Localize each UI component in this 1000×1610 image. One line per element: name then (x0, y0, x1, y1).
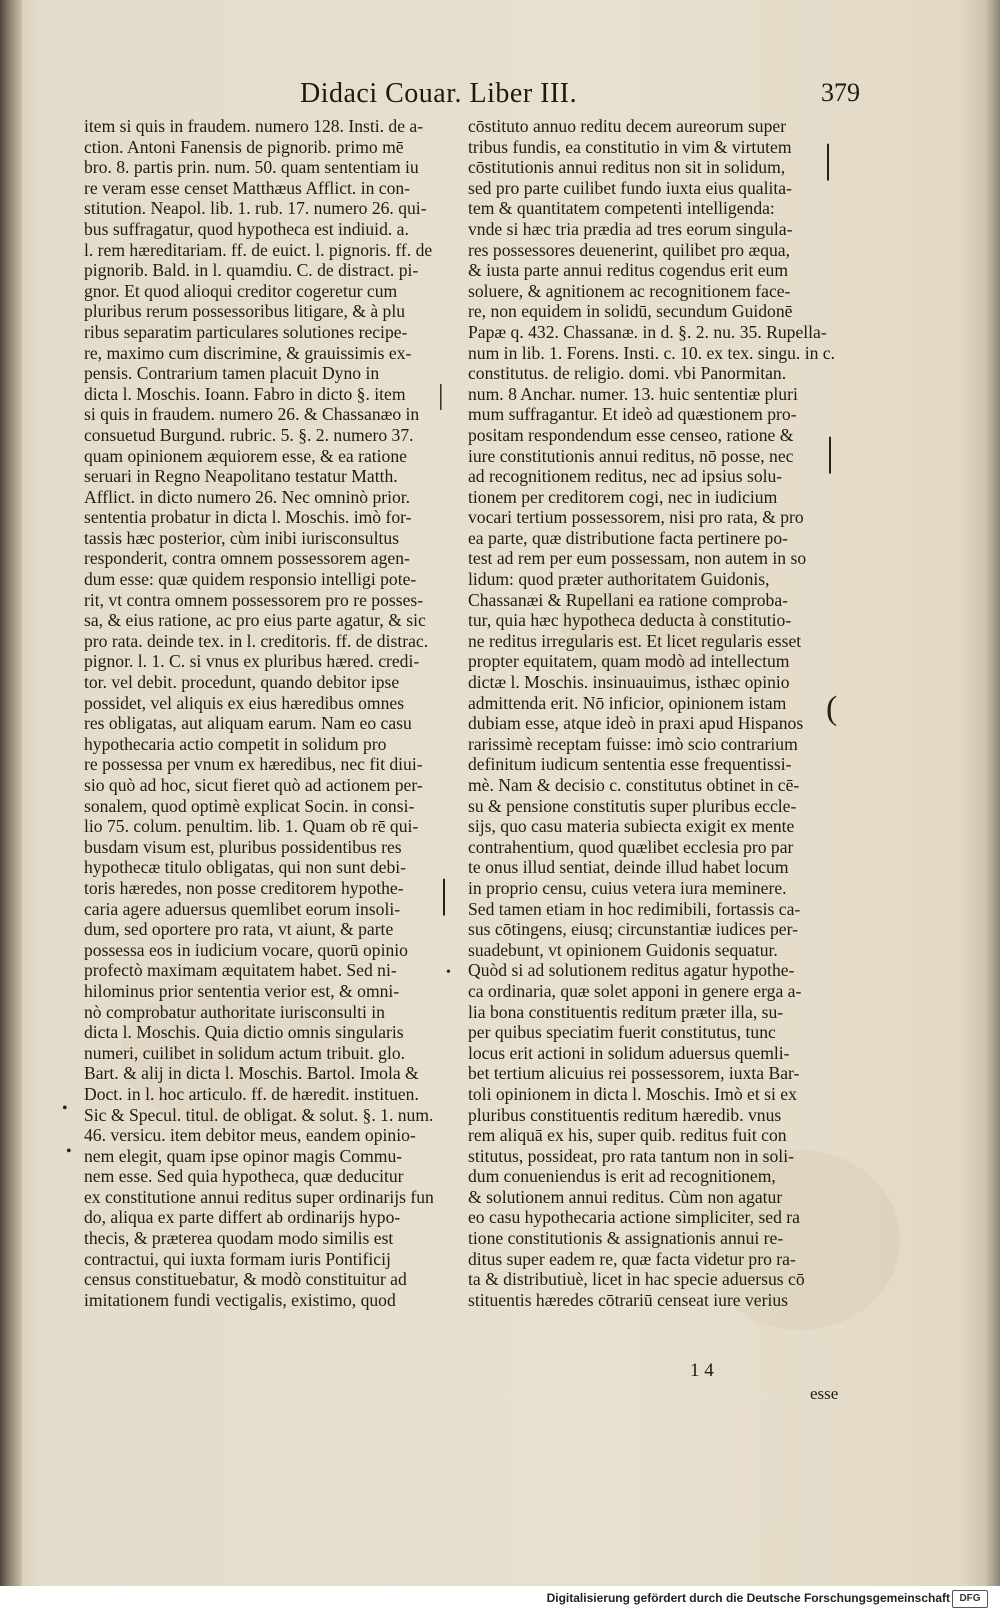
text-line: suadebunt, vt opinionem Guidonis sequatur. (468, 939, 778, 960)
text-line: sonalem, quod optimè explicat Socin. in consi- (84, 795, 415, 816)
text-line: rem aliquā ex his, super quib. reditus fuit con (468, 1125, 787, 1146)
text-line: contrahentium, quod quælibet ecclesia pro par (468, 836, 794, 857)
text-line: item si quis in fraudem. numero 128. Insti. de a- (84, 116, 424, 136)
text-line: consuetud Burgund. rubric. 5. §. 2. numero 37. (84, 424, 414, 445)
text-line: possidet, vel aliquis ex eius hæredibus omnes (84, 692, 405, 713)
text-line: Chassanæi & Rupellani ea ratione comproba- (468, 589, 789, 610)
text-line: profectò maximam æquitatem habet. Sed ni- (84, 960, 397, 981)
text-line: lia bona constituentis reditum præter illa, su- (468, 1001, 784, 1022)
text-line: dum esse: quæ quidem responsio intelligi pote- (84, 569, 417, 590)
text-line: num. 8 Anchar. numer. 13. huic sententiæ pluri (468, 383, 798, 404)
text-line: constitutus. de religio. domi. vbi Panormitan. (468, 363, 787, 384)
text-line: test ad rem per eum possessam, non autem in so (468, 548, 807, 569)
text-line: propter equitatem, quam modò ad intellectum (468, 651, 790, 672)
text-line: rit, vt contra omnem possessorem pro re posses- (84, 589, 424, 610)
text-line: Sed tamen etiam in hoc redimibili, fortassis ca- (468, 898, 801, 919)
text-line: res obligatas, aut aliquam earum. Nam eo casu (84, 713, 412, 734)
text-line: bet tertium alicuius rei possessorem, iuxta Bar- (468, 1063, 800, 1084)
text-line: tionem per creditorem cogi, nec in iudicium (468, 486, 778, 507)
text-line: te onus illud sentiat, deinde illud habet locum (468, 857, 789, 878)
text-line: & iusta parte annui reditus cogendus erit eum (468, 260, 789, 281)
text-line: ex constitutione annui reditus super ordinarijs fun (84, 1186, 434, 1207)
text-line: ditus super eadem re, quæ facta videtur pro ra- (468, 1248, 796, 1269)
text-line: si quis in fraudem. numero 26. & Chassanæo in (84, 404, 420, 425)
page-number: 379 (821, 78, 860, 107)
text-line: vocari tertium possessorem, nisi pro rata, & pro (468, 507, 804, 528)
text-line: num in lib. 1. Forens. Insti. c. 10. ex tex. singu. in c. (468, 342, 835, 363)
text-line: toris hæredes, non posse creditorem hypothe- (84, 877, 404, 898)
text-line: Sic & Specul. titul. de obligat. & solut. §. 1. num. (84, 1104, 434, 1125)
text-line: mè. Nam & decisio c. constitutus obtinet in cē- (468, 775, 800, 795)
running-title: Didaci Couar. Liber III. (300, 78, 578, 109)
text-line: tur, quia hæc hypotheca deducta à constitutio- (468, 610, 792, 631)
text-line: ad recognitionem reditus, nec ad ipsius solu- (468, 466, 783, 487)
text-line: possessa eos in iudicium vocare, quorū opinio (84, 939, 408, 960)
text-line: dum conueniendus is erit ad recognitionem, (468, 1166, 776, 1187)
text-line: busdam visum est, pluribus possidentibus res (84, 836, 402, 857)
margin-bracket: | (440, 871, 449, 916)
text-line: soluere, & agnitionem ac recognitionem face- (468, 280, 791, 301)
text-line: hypothecaria actio competit in solidum pro (84, 733, 387, 754)
text-line: res possessores deuenerint, quilibet pro æqua, (468, 239, 790, 260)
text-line: rarissimè receptam fuisse: imò scio contrarium (468, 733, 798, 754)
text-line: ea parte, quæ distributione facta pertinere po- (468, 527, 788, 548)
text-line: gnor. Et quod alioqui creditor cogeretur cum (84, 280, 398, 301)
text-line: re, maximo cum discrimine, & grauissimis ex- (84, 342, 412, 363)
text-line: bus suffragatur, quod hypotheca est indiuid. a. (84, 218, 409, 239)
text-line: bro. 8. partis prin. num. 50. quam sententiam iu (84, 157, 419, 178)
text-line: ction. Antoni Fanensis de pignorib. primo mē (84, 136, 404, 157)
text-line: hilominus prior sententia verior est, & omni- (84, 980, 400, 1001)
text-line: ribus separatim particulares solutiones recipe- (84, 321, 408, 342)
text-line: cōstitutionis annui reditus non sit in solidum, (468, 157, 786, 178)
text-line: mum suffragantur. Et ideò ad quæstionem pro- (468, 404, 797, 425)
text-line: lio 75. colum. penultim. lib. 1. Quam ob rē qui- (84, 816, 419, 837)
text-line: dicta l. Moschis. Ioann. Fabro in dicto §. item (84, 383, 406, 404)
left-text-column (84, 116, 444, 1310)
margin-dot: • (66, 1143, 72, 1160)
text-line: tor. vel debit. procedunt, quando debitor ipse (84, 672, 400, 693)
digitization-footer (0, 1586, 1000, 1610)
text-line: ta & distributiuè, licet in hac specie aduersus cō (468, 1269, 805, 1290)
funding-notice: Digitalisierung gefördert durch die Deutsche Forschungsgemeinschaft (546, 1591, 950, 1605)
dfg-logo-icon: DFG (952, 1590, 988, 1608)
text-line: Bart. & alij in dicta l. Moschis. Bartol. Imola & (84, 1063, 419, 1084)
text-line: do, aliqua ex parte differt ab ordinarijs hypo- (84, 1207, 401, 1228)
text-line: pignor. l. 1. C. si vnus ex pluribus hæred. credi- (84, 651, 420, 672)
text-line: tem & quantitatem competenti intelligenda: (468, 198, 775, 219)
text-line: sijs, quo casu materia subiecta exigit ex mente (468, 816, 795, 837)
text-line: pensis. Contrarium tamen placuit Dyno in (84, 363, 380, 384)
text-line: tribus fundis, ea constitutio in vim & virtutem (468, 136, 792, 157)
text-line: positam respondendum esse censeo, ratione & (468, 424, 794, 445)
text-line: locus erit actioni in solidum aduersus quemli- (468, 1042, 790, 1063)
text-line: pignorib. Bald. in l. quamdiu. C. de distract. pi- (84, 260, 419, 281)
text-line: seruari in Regno Neapolitano testatur Matth. (84, 466, 398, 487)
text-line: dictæ l. Moschis. insinuauimus, isthæc opinio (468, 672, 790, 693)
text-line: tione constitutionis & assignationis annui re- (468, 1228, 784, 1249)
text-line: toli opinionem in dicta l. Moschis. Imò et si ex (468, 1083, 797, 1104)
text-line: Afflict. in dicto numero 26. Nec omninò prior. (84, 486, 411, 507)
text-line: sed pro parte cuilibet fundo iuxta eius qualita- (468, 177, 792, 198)
text-line: census constituebatur, & modò constituitur ad (84, 1269, 407, 1290)
text-line: tassis hæc posterior, cùm inibi iurisconsultus (84, 527, 399, 548)
text-line: 46. versicu. item debitor meus, eandem opinio- (84, 1125, 416, 1146)
text-line: ne reditus irregularis est. Et licet regularis esset (468, 630, 802, 651)
text-line: pluribus rerum possessoribus litigare, & à plu (84, 301, 406, 322)
text-line: imitationem fundi vectigalis, existimo, quod (84, 1289, 396, 1310)
text-line: Papæ q. 432. Chassanæ. in d. §. 2. nu. 35. Rupella- (468, 321, 827, 342)
margin-bracket: | (438, 380, 444, 411)
text-line: dicta l. Moschis. Quia dictio omnis singularis (84, 1022, 404, 1043)
text-line: stituentis hæredes cōtrariū censeat iure verius (468, 1289, 789, 1310)
signature-mark: 1 4 (690, 1360, 714, 1381)
margin-bracket: | (824, 136, 833, 181)
text-line: lidum: quod præter authoritatem Guidonis, (468, 569, 770, 590)
text-line: eo casu hypothecaria actione simpliciter, sed ra (468, 1207, 800, 1228)
text-line: dum, sed oportere pro rata, vt aiunt, & parte (84, 919, 394, 940)
text-line: pluribus constituentis reditum hæredib. vnus (468, 1104, 782, 1125)
text-line: stitution. Neapol. lib. 1. rub. 17. numero 26. qui- (84, 198, 427, 219)
text-line: definitum iudicum sententia esse frequentissi- (468, 754, 792, 775)
text-line: nò comprobatur authoritate iurisconsulti in (84, 1001, 385, 1022)
text-line: Quòd si ad solutionem reditus agatur hypothe- (468, 960, 795, 981)
text-line: sa, & eius ratione, ac pro eius parte agatur, & sic (84, 610, 426, 631)
text-line: sio quò ad hoc, sicut fieret quò ad actionem per- (84, 775, 423, 795)
margin-bracket: | (826, 429, 835, 474)
right-text-column (468, 116, 838, 1310)
text-line: re veram esse censet Matthæus Afflict. in con- (84, 177, 411, 198)
text-line: re, non equidem in solidū, secundum Guidonē (468, 301, 793, 322)
margin-dot: • (446, 965, 451, 980)
margin-dot: • (62, 1100, 68, 1117)
page-header (300, 78, 860, 114)
text-line: per quibus speciatim fuerit constitutus, tunc (468, 1022, 776, 1043)
text-line: contractui, qui iuxta formam iuris Pontificij (84, 1248, 391, 1269)
text-line: admittenda erit. Nō inficior, opinionem istam (468, 692, 787, 713)
text-line: su & pensione constitutis super pluribus eccle- (468, 795, 797, 816)
text-line: hypothecæ titulo obligatas, qui non sunt debi- (84, 857, 407, 878)
text-line: l. rem hæreditariam. ff. de euict. l. pignoris. ff. de (84, 239, 433, 260)
text-line: dubiam esse, atque ideò in praxi apud Hispanos (468, 713, 804, 734)
text-line: numeri, cuilibet in solidum actum tribuit. glo. (84, 1042, 406, 1063)
text-line: quam opinionem æquiorem esse, & ea ratione (84, 445, 407, 466)
text-line: pro rata. deinde tex. in l. creditoris. ff. de distrac. (84, 630, 429, 651)
text-line: iure constitutionis annui reditus, nō posse, nec (468, 445, 794, 466)
text-line: stitutus, possideat, pro rata tantum non in soli- (468, 1145, 794, 1166)
text-line: cōstituto annuo reditu decem aureorum super (468, 116, 787, 136)
text-line: sus cōtingens, eiusq; circunstantiæ iudices per- (468, 919, 798, 940)
text-line: vnde si hæc tria prædia ad tres eorum singula- (468, 218, 793, 239)
text-line: nem esse. Sed quia hypotheca, quæ deducitur (84, 1166, 404, 1187)
text-line: & solutionem annui reditus. Cùm non agatur (468, 1186, 783, 1207)
catchword: esse (810, 1384, 839, 1403)
text-line: caria agere aduersus quemlibet eorum insoli- (84, 898, 401, 919)
text-line: thecis, & præterea quodam modo similis est (84, 1228, 394, 1249)
margin-bracket: ( (826, 690, 838, 727)
text-line: re possessa per vnum ex hæredibus, nec fit diui- (84, 754, 423, 775)
text-line: in proprio censu, cuius vetera iura meminere. (468, 877, 787, 898)
text-line: responderit, contra omnem possessorem agen- (84, 548, 410, 569)
text-line: ca ordinaria, quæ solet apponi in genere erga a- (468, 980, 802, 1001)
text-line: nem elegit, quam ipse opinor magis Commu- (84, 1145, 403, 1166)
text-line: sententia probatur in dicta l. Moschis. imò for- (84, 507, 412, 528)
text-line: Doct. in l. hoc articulo. ff. de hæredit. instituen. (84, 1083, 419, 1104)
binding-gutter (0, 0, 22, 1610)
